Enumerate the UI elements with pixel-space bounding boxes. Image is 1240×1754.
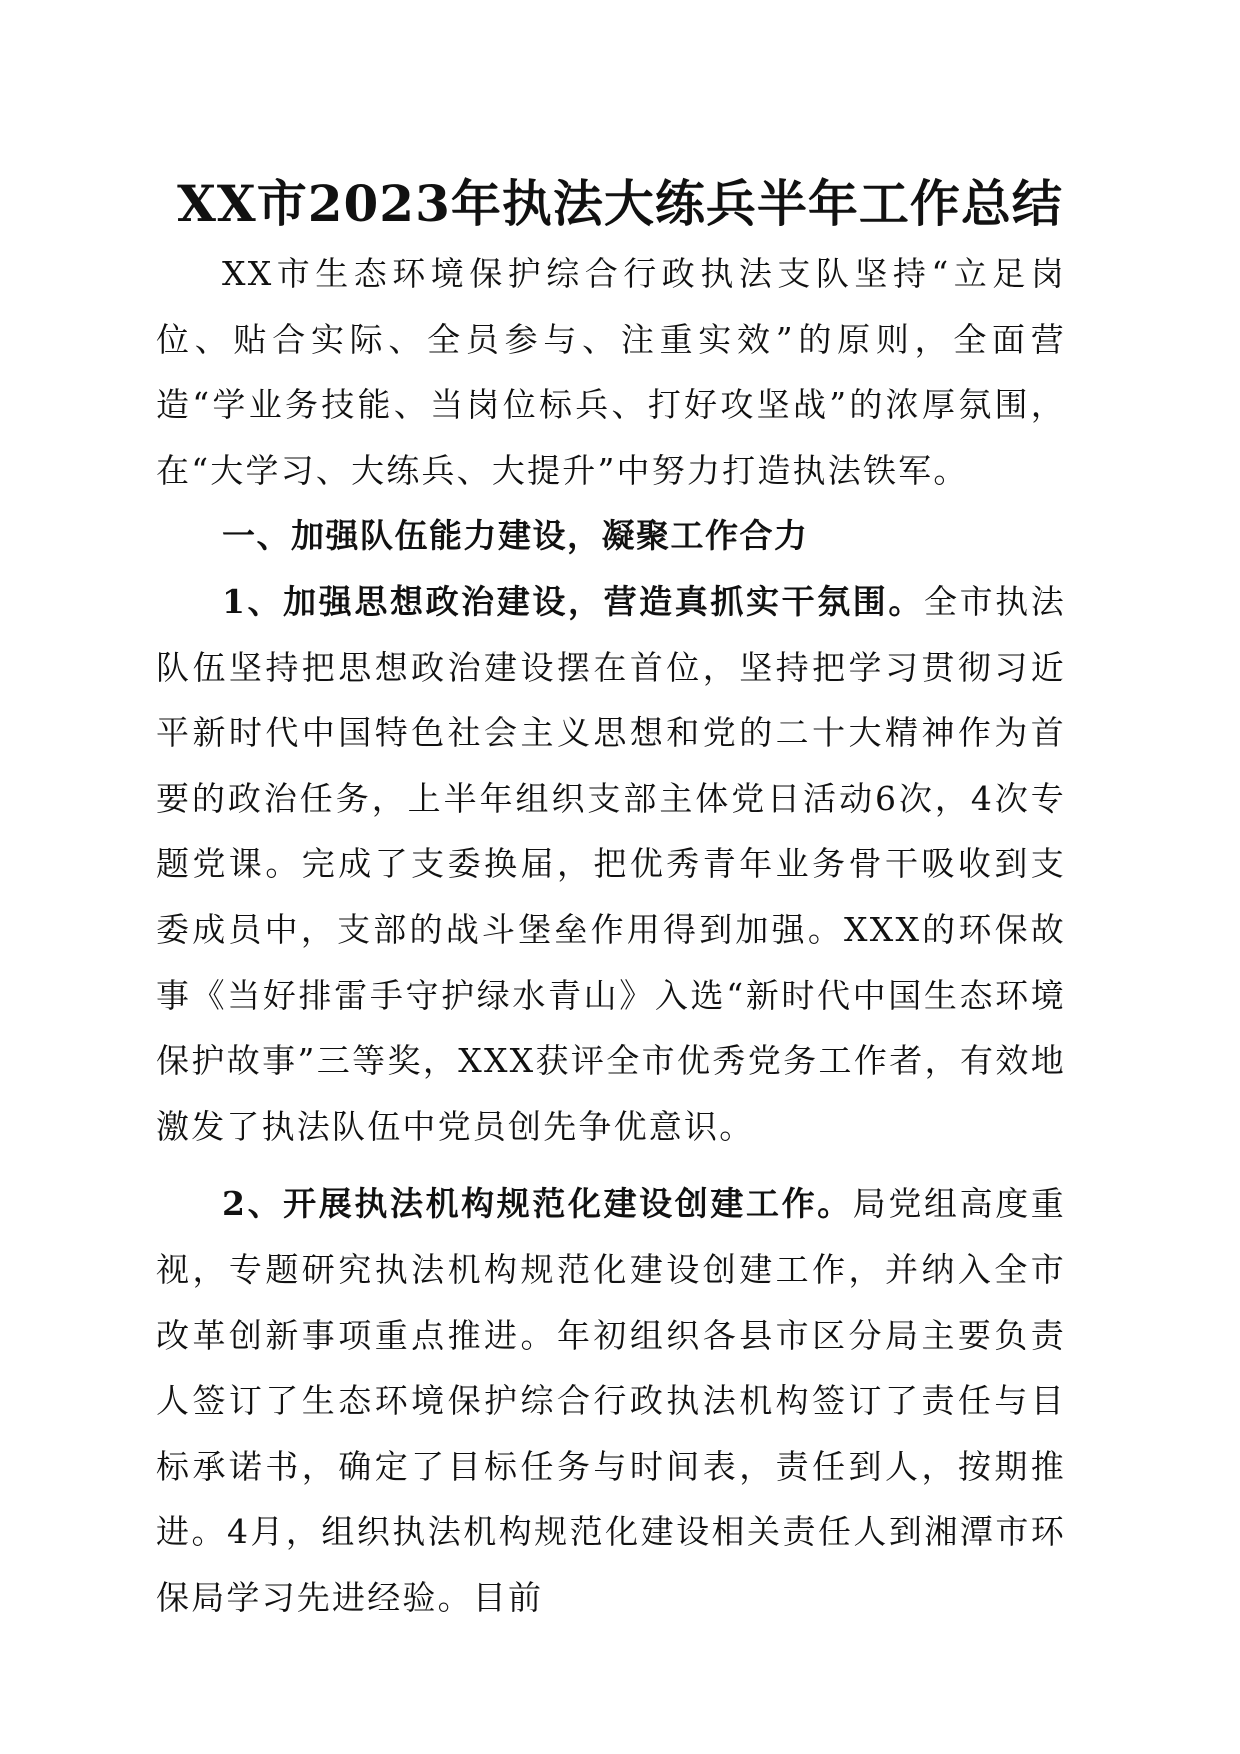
item-text-2: 局党组高度重视，专题研究执法机构规范化建设创建工作，并纳入全市改革创新事项重点推进。年初组织各县市区分局主要负责人签订了生态环境保护综合行政执法机构签订了责任与目标承诺书，确定了目标任务与时间表，责任到人，按期推进。4月，组织执法机构规范化建设相关责任人到湘潭市环保局学习先进经验。目前 [156,1184,1067,1617]
item-paragraph-2 [156,1171,1066,1630]
item-lead-2: 2、开展执法机构规范化建设创建工作。 [222,1184,853,1224]
section-heading: 一、加强队伍能力建设，凝聚工作合力 [222,516,809,556]
item-paragraph-1 [156,569,1066,1159]
document-body [156,241,1066,1630]
document-title: XX市2023年执法大练兵半年工作总结 [177,174,1063,233]
item-text-1: 全市执法队伍坚持把思想政治建设摆在首位，坚持把学习贯彻习近平新时代中国特色社会主义思想和党的二十大精神作为首要的政治任务，上半年组织支部主体党日活动6次，4次专题党课。完成了支委换届，把优秀青年业务骨干吸收到支委成员中，支部的战斗堡垒作用得到加强。XXX的环保故事《当好排雷手守护绿水青山》入选“新时代中国生态环境保护故事”三等奖，XXX获评全市优秀党务工作者，有效地激发了执法队伍中党员创先争优意识。 [156,581,1066,1146]
intro-paragraph: XX市生态环境保护综合行政执法支队坚持“立足岗位、贴合实际、全员参与、注重实效”的原则，全面营造“学业务技能、当岗位标兵、打好攻坚战”的浓厚氛围，在“大学习、大练兵、大提升”中努力打造执法铁军。 [156,254,1066,490]
item-lead-1: 1、加强思想政治建设，营造真抓实干氛围。 [222,581,924,621]
